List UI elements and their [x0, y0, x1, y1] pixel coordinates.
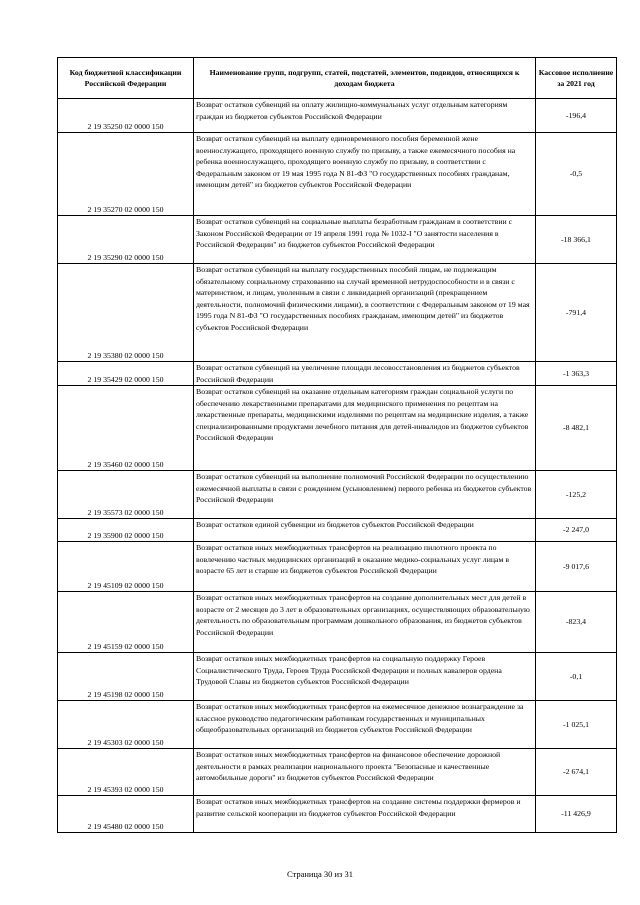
row-amount: -1 025,1 — [536, 701, 617, 749]
row-code: 2 19 35900 02 0000 150 — [58, 519, 194, 542]
table-row — [58, 216, 617, 264]
row-amount: -196,4 — [536, 99, 617, 133]
header-amount: Кассовое исполнение за 2021 год — [536, 58, 617, 99]
row-name: Возврат остатков иных межбюджетных трансфертов на социальную поддержку Героев Социалистического Труда, Героев Труда Российской Федерации и полных кавалеров ордена Трудовой Славы из бюджетов субъектов Российской Федерации — [194, 653, 536, 701]
revenue-table — [57, 57, 617, 833]
row-name: Возврат остатков иных межбюджетных трансфертов на создание дополнительных мест для детей в возрасте от 2 месяцев до 3 лет в образовательных организациях, осуществляющих образовательную деятельность по образовательным программам дошкольного образования, из бюджетов субъектов Российской Федерации — [194, 592, 536, 653]
page-number: Страница 30 из 31 — [286, 869, 354, 879]
row-name: Возврат остатков субвенций на оплату жилищно-коммунальных услуг отдельным категориям граждан из бюджетов субъектов Российской Федерации — [194, 99, 536, 133]
row-name: Возврат остатков иных межбюджетных трансфертов на реализацию пилотного проекта по вовлечению частных медицинских организаций в оказание медико-социальных услуг лицам в возрасте 65 лет и старше из бюджетов субъектов Российской Федерации — [194, 542, 536, 592]
row-name: Возврат остатков иных межбюджетных трансфертов на финансовое обеспечение дорожной деятельности в рамках реализации национального проекта "Безопасные и качественные автомобильные дороги" из бюджетов субъектов Российской Федерации — [194, 749, 536, 796]
row-code: 2 19 45198 02 0000 150 — [58, 653, 194, 701]
row-code: 2 19 45393 02 0000 150 — [58, 749, 194, 796]
table-row — [58, 264, 617, 362]
header-name: Наименование групп, подгрупп, статей, подстатей, элементов, подвидов, относящихся к доходам бюджета — [194, 58, 536, 99]
row-amount: -11 426,9 — [536, 796, 617, 833]
row-amount: -791,4 — [536, 264, 617, 362]
row-amount: -823,4 — [536, 592, 617, 653]
row-code: 2 19 45159 02 0000 150 — [58, 592, 194, 653]
row-code: 2 19 35380 02 0000 150 — [58, 264, 194, 362]
table-row — [58, 99, 617, 133]
table-row — [58, 701, 617, 749]
row-name: Возврат остатков субвенций на социальные выплаты безработным гражданам в соответствии с Законом Российской Федерации от 19 апреля 1991 года № 1032-I "О занятости населения в Российской Федерации" из бюджетов субъектов Российской Федерации — [194, 216, 536, 264]
table-row — [58, 653, 617, 701]
row-amount: -9 017,6 — [536, 542, 617, 592]
table-row — [58, 796, 617, 833]
table-row — [58, 471, 617, 519]
row-code: 2 19 35270 02 0000 150 — [58, 133, 194, 216]
table-row — [58, 362, 617, 386]
row-name: Возврат остатков единой субвенции из бюджетов субъектов Российской Федерации — [194, 519, 536, 542]
row-amount: -0,5 — [536, 133, 617, 216]
row-code: 2 19 35290 02 0000 150 — [58, 216, 194, 264]
row-code: 2 19 35250 02 0000 150 — [58, 99, 194, 133]
table-row — [58, 133, 617, 216]
row-code: 2 19 35573 02 0000 150 — [58, 471, 194, 519]
row-amount: -2 674,1 — [536, 749, 617, 796]
row-amount: -1 363,3 — [536, 362, 617, 386]
row-name: Возврат остатков субвенций на выплату государственных пособий лицам, не подлежащим обязательному социальному страхованию на случай временной нетрудоспособности и в связи с материнством, и лицам, уволенным в связи с ликвидацией организаций (прекращением деятельности, полномочий физическими лицами), в соответствии с Федеральным законом от 19 мая 1995 года N 81-ФЗ "О государственных пособиях гражданам, имеющим детей" из бюджетов субъектов Российской Федерации — [194, 264, 536, 362]
table-row — [58, 592, 617, 653]
row-amount: -0,1 — [536, 653, 617, 701]
row-code: 2 19 35429 02 0000 150 — [58, 362, 194, 386]
table-row — [58, 542, 617, 592]
row-amount: -8 482,1 — [536, 386, 617, 471]
header-code: Код бюджетной классификации Российской Федерации — [58, 58, 194, 99]
table-row — [58, 749, 617, 796]
row-amount: -125,2 — [536, 471, 617, 519]
row-name: Возврат остатков субвенций на увеличение площади лесовосстановления из бюджетов субъектов Российской Федерации — [194, 362, 536, 386]
row-code: 2 19 45109 02 0000 150 — [58, 542, 194, 592]
row-code: 2 19 45303 02 0000 150 — [58, 701, 194, 749]
row-amount: -2 247,0 — [536, 519, 617, 542]
table-header-row — [58, 58, 617, 99]
row-code: 2 19 45480 02 0000 150 — [58, 796, 194, 833]
row-name: Возврат остатков иных межбюджетных трансфертов на ежемесячное денежное вознаграждение за классное руководство педагогическим работникам государственных и муниципальных общеобразовательных организаций из бюджетов субъектов Российской Федерации — [194, 701, 536, 749]
row-amount: -18 366,1 — [536, 216, 617, 264]
table-row — [58, 519, 617, 542]
row-name: Возврат остатков иных межбюджетных трансфертов на создание системы поддержки фермеров и развитие сельской кооперации из бюджетов субъектов Российской Федерации — [194, 796, 536, 833]
row-name: Возврат остатков субвенций на оказание отдельным категориям граждан социальной услуги по обеспечению лекарственными препаратами для медицинского применения по рецептам на лекарственные препараты, медицинскими изделиями по рецептам на медицинские изделия, а также специализированными продуктами лечебного питания для детей-инвалидов из бюджетов субъектов Российской Федерации — [194, 386, 536, 471]
table-row — [58, 386, 617, 471]
row-name: Возврат остатков субвенций на выполнение полномочий Российской Федерации по осуществлению ежемесячной выплаты в связи с рождением (усыновлением) первого ребенка из бюджетов субъектов Российской Федерации — [194, 471, 536, 519]
row-name: Возврат остатков субвенций на выплату единовременного пособия беременной жене военнослужащего, проходящего военную службу по призыву, а также ежемесячного пособия на ребенка военнослужащего, проходящего военную службу по призыву, в соответствии с Федеральным законом от 19 мая 1995 года N 81-ФЗ "О государственных пособиях гражданам, имеющим детей" из бюджетов субъектов Российской Федерации — [194, 133, 536, 216]
row-code: 2 19 35460 02 0000 150 — [58, 386, 194, 471]
